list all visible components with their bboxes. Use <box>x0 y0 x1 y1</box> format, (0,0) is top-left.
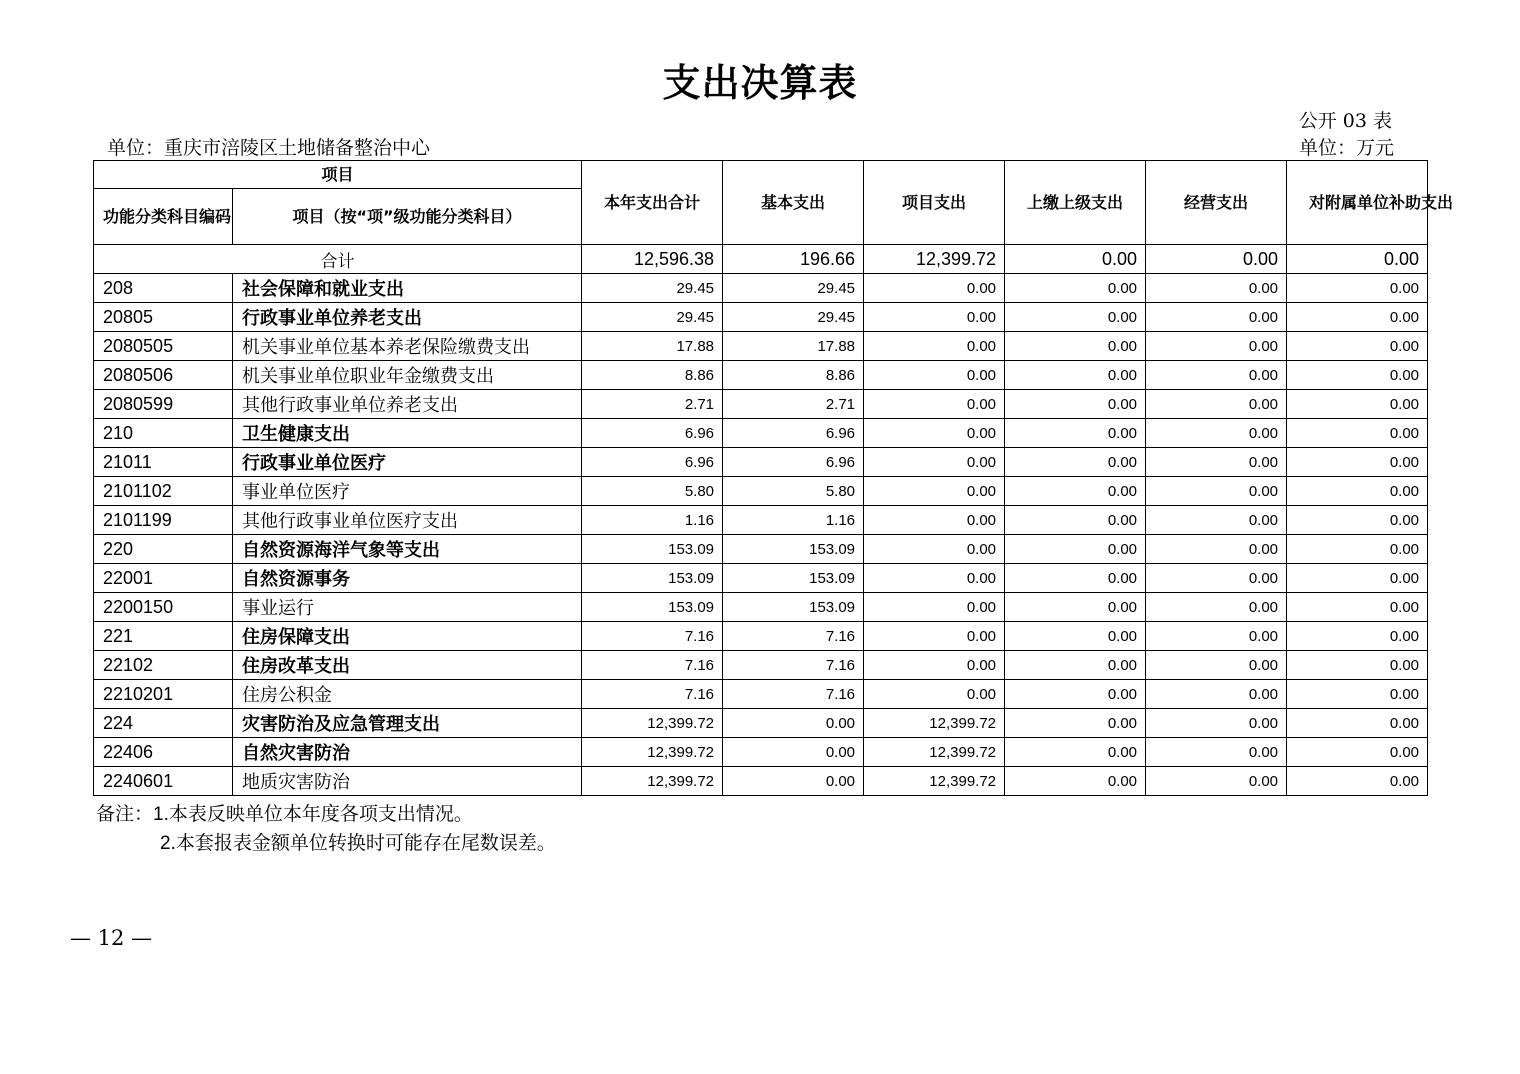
header-subsidy <box>1287 161 1454 245</box>
row-value: 0.00 <box>1287 622 1428 651</box>
row-name: 社会保障和就业支出 <box>233 274 582 303</box>
row-value: 0.00 <box>1005 593 1146 622</box>
note-2-number: 2. <box>160 833 176 854</box>
header-code <box>94 189 233 245</box>
row-value: 6.96 <box>582 448 723 477</box>
row-value: 0.00 <box>1005 622 1146 651</box>
row-value: 0.00 <box>864 593 1005 622</box>
table-row <box>94 564 1428 593</box>
row-value: 12,399.72 <box>864 738 1005 767</box>
row-value: 7.16 <box>723 680 864 709</box>
table-row <box>94 361 1428 390</box>
row-value: 7.16 <box>723 651 864 680</box>
total-value: 12,596.38 <box>582 245 723 274</box>
row-value: 153.09 <box>723 535 864 564</box>
row-value: 0.00 <box>1146 622 1287 651</box>
table-row <box>94 274 1428 303</box>
expenditure-table <box>93 160 1454 796</box>
row-value: 0.00 <box>1287 332 1428 361</box>
row-value: 0.00 <box>723 709 864 738</box>
row-value: 0.00 <box>1005 419 1146 448</box>
table-row <box>94 477 1428 506</box>
row-value: 29.45 <box>582 303 723 332</box>
row-name: 机关事业单位基本养老保险缴费支出 <box>233 332 582 361</box>
row-value: 0.00 <box>1005 361 1146 390</box>
row-value: 0.00 <box>1287 709 1428 738</box>
row-value: 0.00 <box>1287 274 1428 303</box>
row-value: 0.00 <box>1146 564 1287 593</box>
row-code: 2200150 <box>94 593 233 622</box>
row-value: 0.00 <box>1146 651 1287 680</box>
note-1-text: 本表反映单位本年度各项支出情况。 <box>168 803 473 825</box>
row-value: 0.00 <box>1005 303 1146 332</box>
row-value: 0.00 <box>864 361 1005 390</box>
row-value: 0.00 <box>1287 361 1428 390</box>
total-value: 0.00 <box>1287 245 1428 274</box>
row-value: 0.00 <box>864 448 1005 477</box>
row-value: 7.16 <box>723 622 864 651</box>
row-value: 6.96 <box>723 419 864 448</box>
row-value: 7.16 <box>582 622 723 651</box>
row-code: 2080506 <box>94 361 233 390</box>
row-code: 221 <box>94 622 233 651</box>
row-value: 0.00 <box>1287 593 1428 622</box>
table-row <box>94 332 1428 361</box>
row-value: 0.00 <box>1287 506 1428 535</box>
row-value: 0.00 <box>864 303 1005 332</box>
row-code: 20805 <box>94 303 233 332</box>
row-value: 0.00 <box>1005 564 1146 593</box>
row-value: 153.09 <box>723 564 864 593</box>
row-value: 0.00 <box>864 390 1005 419</box>
row-code: 2080599 <box>94 390 233 419</box>
page-title: 支出决算表 <box>662 60 858 105</box>
row-code: 2080505 <box>94 332 233 361</box>
note-line-1 <box>96 800 556 829</box>
row-value: 0.00 <box>1287 303 1428 332</box>
table-row <box>94 303 1428 332</box>
table-row <box>94 680 1428 709</box>
row-value: 153.09 <box>582 593 723 622</box>
row-value: 12,399.72 <box>582 709 723 738</box>
row-value: 5.80 <box>582 477 723 506</box>
row-value: 0.00 <box>1287 651 1428 680</box>
table-row <box>94 738 1428 767</box>
table-row <box>94 709 1428 738</box>
row-value: 0.00 <box>1287 448 1428 477</box>
header-project-expense: 项目支出 <box>864 161 1005 245</box>
form-number: 公开 03 表 <box>1298 110 1392 132</box>
note-prefix: 备注： <box>96 803 154 825</box>
row-value: 29.45 <box>723 274 864 303</box>
row-value: 12,399.72 <box>864 767 1005 796</box>
row-value: 0.00 <box>1005 390 1146 419</box>
row-code: 2101102 <box>94 477 233 506</box>
row-value: 29.45 <box>723 303 864 332</box>
header-upper: 上缴上级支出 <box>1005 161 1146 245</box>
table-row <box>94 506 1428 535</box>
row-value: 0.00 <box>864 535 1005 564</box>
row-value: 12,399.72 <box>582 767 723 796</box>
row-name: 灾害防治及应急管理支出 <box>233 709 582 738</box>
row-value: 0.00 <box>1146 767 1287 796</box>
note-1-number: 1. <box>153 804 169 825</box>
row-value: 0.00 <box>1146 390 1287 419</box>
row-name: 自然灾害防治 <box>233 738 582 767</box>
row-code: 22001 <box>94 564 233 593</box>
row-name: 其他行政事业单位养老支出 <box>233 390 582 419</box>
row-name: 事业运行 <box>233 593 582 622</box>
unit-currency: 单位：万元 <box>1298 137 1394 159</box>
row-value: 7.16 <box>582 651 723 680</box>
row-value: 0.00 <box>1287 564 1428 593</box>
row-value: 0.00 <box>1287 477 1428 506</box>
row-value: 0.00 <box>1005 651 1146 680</box>
header-operating: 经营支出 <box>1146 161 1287 245</box>
table-row <box>94 651 1428 680</box>
row-name: 其他行政事业单位医疗支出 <box>233 506 582 535</box>
row-value: 0.00 <box>1146 303 1287 332</box>
row-value: 0.00 <box>1146 535 1287 564</box>
page-number: — 12 — <box>70 926 153 950</box>
row-value: 0.00 <box>1005 332 1146 361</box>
row-value: 2.71 <box>582 390 723 419</box>
row-value: 0.00 <box>1005 506 1146 535</box>
row-value: 153.09 <box>582 564 723 593</box>
row-value: 0.00 <box>1287 390 1428 419</box>
row-value: 0.00 <box>864 274 1005 303</box>
unit-organization: 单位：重庆市涪陵区土地储备整治中心 <box>107 137 431 159</box>
row-value: 153.09 <box>723 593 864 622</box>
row-value: 0.00 <box>1005 274 1146 303</box>
row-value: 29.45 <box>582 274 723 303</box>
row-value: 0.00 <box>864 477 1005 506</box>
total-value: 0.00 <box>1005 245 1146 274</box>
row-name: 住房改革支出 <box>233 651 582 680</box>
total-value: 12,399.72 <box>864 245 1005 274</box>
row-code: 2210201 <box>94 680 233 709</box>
table-row <box>94 535 1428 564</box>
header-basic: 基本支出 <box>723 161 864 245</box>
row-value: 1.16 <box>582 506 723 535</box>
row-name: 自然资源海洋气象等支出 <box>233 535 582 564</box>
row-value: 12,399.72 <box>864 709 1005 738</box>
total-row <box>94 245 1428 274</box>
total-value: 196.66 <box>723 245 864 274</box>
row-value: 0.00 <box>864 622 1005 651</box>
header-subsidy-text: 对附属单位补助支出 <box>1309 193 1454 212</box>
header-code-text: 功能分类科目编码 <box>103 207 232 226</box>
row-value: 7.16 <box>582 680 723 709</box>
row-value: 0.00 <box>864 332 1005 361</box>
row-value: 0.00 <box>1005 680 1146 709</box>
row-value: 0.00 <box>1146 709 1287 738</box>
note-line-2 <box>96 829 556 858</box>
row-name: 行政事业单位医疗 <box>233 448 582 477</box>
row-value: 0.00 <box>1287 535 1428 564</box>
table-row <box>94 448 1428 477</box>
row-value: 0.00 <box>1287 738 1428 767</box>
row-value: 0.00 <box>1005 738 1146 767</box>
table-row <box>94 593 1428 622</box>
row-code: 22406 <box>94 738 233 767</box>
row-value: 0.00 <box>1146 477 1287 506</box>
row-code: 21011 <box>94 448 233 477</box>
row-value: 0.00 <box>1146 419 1287 448</box>
header-project: 项目 <box>94 161 582 189</box>
table-row <box>94 390 1428 419</box>
row-value: 0.00 <box>864 564 1005 593</box>
total-value: 0.00 <box>1146 245 1287 274</box>
row-value: 0.00 <box>723 738 864 767</box>
row-value: 0.00 <box>1146 506 1287 535</box>
row-code: 22102 <box>94 651 233 680</box>
row-code: 220 <box>94 535 233 564</box>
row-name: 住房保障支出 <box>233 622 582 651</box>
row-value: 0.00 <box>864 506 1005 535</box>
row-name: 自然资源事务 <box>233 564 582 593</box>
row-code: 210 <box>94 419 233 448</box>
header-name: 项目（按“项”级功能分类科目） <box>233 189 582 245</box>
header-total: 本年支出合计 <box>582 161 723 245</box>
row-value: 0.00 <box>1146 680 1287 709</box>
row-value: 0.00 <box>1005 535 1146 564</box>
row-value: 0.00 <box>1005 448 1146 477</box>
row-name: 行政事业单位养老支出 <box>233 303 582 332</box>
row-value: 0.00 <box>864 680 1005 709</box>
row-value: 153.09 <box>582 535 723 564</box>
row-value: 1.16 <box>723 506 864 535</box>
row-value: 0.00 <box>1146 274 1287 303</box>
row-code: 224 <box>94 709 233 738</box>
row-value: 6.96 <box>723 448 864 477</box>
row-name: 事业单位医疗 <box>233 477 582 506</box>
row-value: 0.00 <box>723 767 864 796</box>
row-value: 8.86 <box>582 361 723 390</box>
row-name: 住房公积金 <box>233 680 582 709</box>
row-value: 0.00 <box>864 419 1005 448</box>
row-value: 17.88 <box>582 332 723 361</box>
row-value: 0.00 <box>1005 767 1146 796</box>
row-value: 0.00 <box>1146 361 1287 390</box>
table-row <box>94 767 1428 796</box>
row-name: 地质灾害防治 <box>233 767 582 796</box>
row-value: 12,399.72 <box>582 738 723 767</box>
row-value: 0.00 <box>1146 738 1287 767</box>
row-value: 0.00 <box>1287 419 1428 448</box>
row-code: 2101199 <box>94 506 233 535</box>
row-name: 卫生健康支出 <box>233 419 582 448</box>
row-value: 6.96 <box>582 419 723 448</box>
row-name: 机关事业单位职业年金缴费支出 <box>233 361 582 390</box>
row-value: 0.00 <box>1146 448 1287 477</box>
row-code: 2240601 <box>94 767 233 796</box>
row-value: 0.00 <box>1146 332 1287 361</box>
row-value: 0.00 <box>1287 767 1428 796</box>
row-value: 2.71 <box>723 390 864 419</box>
row-value: 0.00 <box>1005 709 1146 738</box>
row-value: 0.00 <box>1005 477 1146 506</box>
row-code: 208 <box>94 274 233 303</box>
row-value: 0.00 <box>1146 593 1287 622</box>
row-value: 17.88 <box>723 332 864 361</box>
row-value: 8.86 <box>723 361 864 390</box>
notes <box>96 800 556 858</box>
table-row <box>94 622 1428 651</box>
row-value: 0.00 <box>864 651 1005 680</box>
note-2-text: 本套报表金额单位转换时可能存在尾数误差。 <box>175 832 556 854</box>
total-label: 合计 <box>94 245 582 274</box>
row-value: 0.00 <box>1287 680 1428 709</box>
table-row <box>94 419 1428 448</box>
row-value: 5.80 <box>723 477 864 506</box>
